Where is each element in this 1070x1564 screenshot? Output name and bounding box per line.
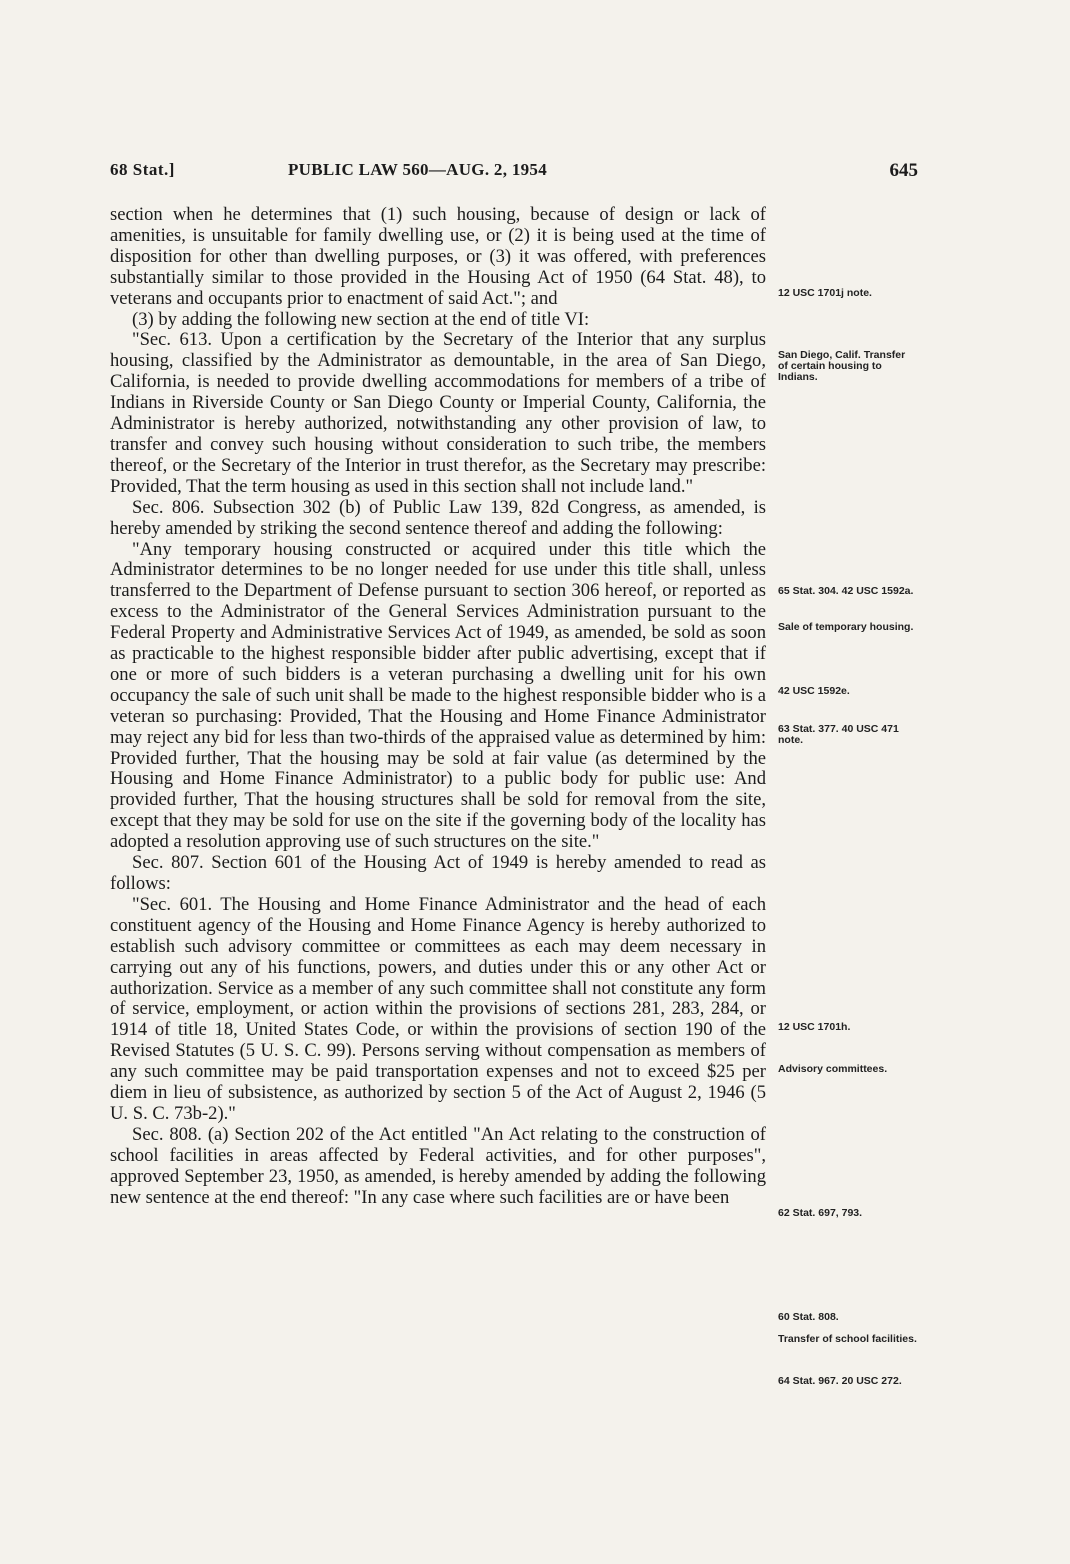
margin-note: 63 Stat. 377. 40 USC 471 note.	[778, 723, 899, 746]
law-title: PUBLIC LAW 560—AUG. 2, 1954	[288, 160, 548, 179]
margin-note: Transfer of school facilities.	[778, 1333, 917, 1345]
page-number: 645	[889, 160, 918, 181]
paragraph: "Any temporary housing constructed or acquired under this title which the Administrator determines to be no longer needed for use under this title shall, unless transferred to the Department of Defense pursuant to section 306 hereof, or reported as excess to the Administrator of the General Services Administration pursuant to the Federal Property and Administrative Services Act of 1949, as amended, be sold as soon as practicable to the highest responsible bidder after public advertising, except that if one or more of such bidders is a veteran purchasing a dwelling unit for his own occupancy the sale of such unit shall be made to the highest responsible bidder who is a veteran so purchasing: Provided, That the Housing and Home Finance Administrator may reject any bid for less than two-thirds of the appraised value as determined by him: Provided further, That the housing may be sold at fair value (as determined by the Housing and Home Finance Administrator) to a public body for public use: And provided further, That the housing structures shall be sold for removal from the site, except that they may be sold for use on the site if the governing body of the locality has adopted a resolution approving use of such structures on the site."	[110, 538, 766, 853]
paragraph: Sec. 807. Section 601 of the Housing Act of 1949 is hereby amended to read as follows:	[110, 852, 766, 894]
paragraph: "Sec. 601. The Housing and Home Finance Administrator and the head of each constituent agency of the Housing and Home Finance Agency is hereby authorized to establish such advisory committee or committees as each may deem necessary in carrying out any of his functions, powers, and duties under this or any other Act or authorization. Service as a member of any such committee shall not constitute any form of service, employment, or action within the provisions of sections 281, 283, 284, or 1914 of title 18, United States Code, or within the provisions of section 190 of the Revised Statutes (5 U. S. C. 99). Persons serving without compensation as members of any such committee may be paid transportation expenses and not to exceed $25 per diem in lieu of subsistence, as authorized by section 5 of the Act of August 2, 1946 (5 U. S. C. 73b-2)."	[110, 893, 766, 1124]
volume-reference: 68 Stat.]	[110, 160, 175, 179]
paragraph: "Sec. 613. Upon a certification by the Secretary of the Interior that any surplus housing, classified by the Administrator as demountable, in the area of San Diego, California, is needed to provide dwelling accommodations for members of a tribe of Indians in Riverside County or San Diego County or Imperial County, California, the Administrator is hereby authorized, notwithstanding any other provision of law, to transfer and convey such housing without consideration to such tribe, the members thereof, or the Secretary of the Interior in trust therefor, as the Secretary may prescribe: Provided, That the term housing as used in this section shall not include land."	[110, 329, 766, 497]
margin-note: 12 USC 1701j note.	[778, 287, 872, 299]
running-header	[110, 160, 918, 184]
margin-note: 60 Stat. 808.	[778, 1311, 839, 1323]
margin-note: 42 USC 1592e.	[778, 685, 850, 697]
margin-note: 64 Stat. 967. 20 USC 272.	[778, 1375, 902, 1387]
margin-note: Advisory committees.	[778, 1063, 888, 1075]
body-text	[110, 205, 766, 1209]
margin-note: 12 USC 1701h.	[778, 1021, 851, 1033]
margin-note: 65 Stat. 304. 42 USC 1592a.	[778, 585, 914, 597]
margin-note: Sale of temporary housing.	[778, 621, 914, 633]
paragraph: (3) by adding the following new section at the end of title VI:	[132, 308, 590, 330]
paragraph: Sec. 808. (a) Section 202 of the Act entitled "An Act relating to the construction of school facilities in areas affected by Federal activities, and for other purposes", approved September 23, 1950, as amended, is hereby amended by adding the following new sentence at the end thereof: "In any case where such facilities are or have been	[110, 1123, 766, 1208]
margin-note: 62 Stat. 697, 793.	[778, 1207, 863, 1219]
margin-note: San Diego, Calif. Transfer of certain housing to Indians.	[778, 349, 906, 383]
paragraph: section when he determines that (1) such housing, because of design or lack of amenities, is unsuitable for family dwelling use, or (2) it is being used at the time of disposition for other than dwelling purposes, or (3) it was offered, with preferences substantially similar to those provided in the Housing Act of 1950 (64 Stat. 48), to veterans and occupants prior to enactment of said Act."; and	[110, 204, 766, 309]
paragraph: Sec. 806. Subsection 302 (b) of Public Law 139, 82d Congress, as amended, is hereby amended by striking the second sentence thereof and adding the following:	[110, 496, 766, 539]
